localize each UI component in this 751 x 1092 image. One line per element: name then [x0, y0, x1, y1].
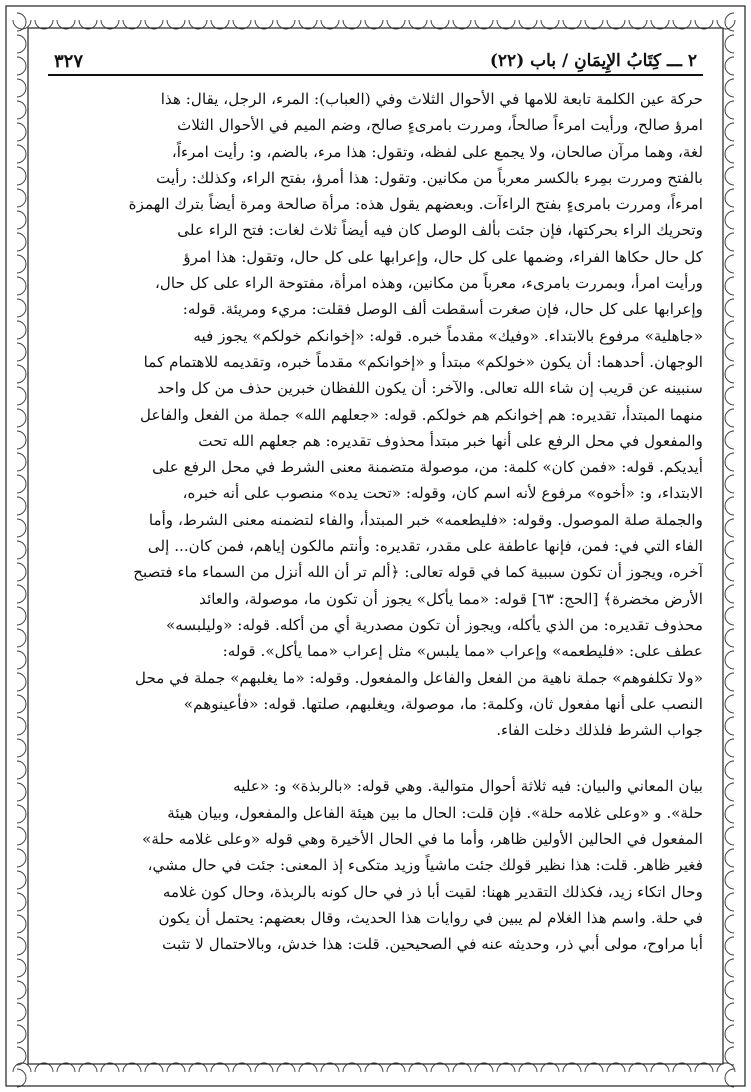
text-line: ورأيت امرأ، وبمررت بامرىء، معرباً من مكانين، وهذه امرأة، مفتوحة الراء على كل حال، [155, 274, 703, 293]
bayan-paragraph [48, 773, 703, 957]
text-line: أبا مراوح، مولى أبي ذر، وحديثه عنه في الصحيحين. قلت: هذا خدش، وبالاحتمال لا تثبت [162, 935, 703, 954]
text-line: محذوف تقديره: من الذي يأكله، ويجوز أن تكون مصدرية أي من أكله. قوله: «وليلبسه» [165, 615, 703, 634]
text-line: والمفعول في محل الرفع على أنها خبر مبتدأ محذوف تقديره: هم جعلهم الله تحت [198, 431, 703, 450]
text-line: والجملة صلة الموصول. وقوله: «فليطعمه» خبر المبتدأ، والفاء لتضمنه معنى الشرط، وأما [148, 510, 703, 529]
text-line: منهما المبتدأ، تقديره: هم إخوانكم هم خولكم. قوله: «جعلهم الله» جملة من الفعل والفاعل [139, 405, 703, 424]
text-line: سنبينه عن قريب إن شاء الله تعالى. والآخر: أن يكون اللفظان خبرين حذف من كل واحد [157, 379, 703, 398]
text-line: حلة». و «وعلى غلامه حلة». فإن قلت: الحال ما بين هيئة الفاعل والمفعول، وبيان هيئة [167, 803, 703, 822]
text-line: الابتداء، و: «أخوه» مرفوع لأنه اسم كان، وقوله: «تحت يده» منصوب على أنه خبره، [182, 484, 703, 503]
text-line: كل حال حكاها الفراء، وضمها على كل حال، وإعرابها على كل حال، وتقول: هذا امرؤ [183, 247, 703, 266]
text-line: عطف على: «فليطعمه» وإعراب «مما يلبس» مثل إعراب «مما يأكل». قوله: [222, 642, 703, 661]
text-line: حركة عين الكلمة تابعة للامها في الأحوال الثلاث وفي (العباب): المرء، الرجل، يقال: هذا [160, 90, 703, 108]
paragraph-gap [48, 743, 703, 773]
text-line: «ولا تكلفوهم» جملة ناهية من الفعل والفاعل والمفعول. وقوله: «ما يغلبهم» جملة في محل [135, 668, 703, 687]
text-line: بالفتح ومررت بمِرء بالكسر معرباً من مكانين. وتقول: هذا أمرؤ، بفتح الراء، وكذلك: رأيت [156, 168, 703, 187]
commentary-paragraph [48, 86, 703, 743]
text-line: الأرض مخضرة﴾ [الحج: ٦٣] قوله: «مما يأكل» يجوز أن تكون ما، موصولة، والعائد [199, 589, 703, 608]
commentary-text [48, 86, 703, 958]
chapter-title: ٢ ـــ كِتَابُ الإِيمَانِ / باب (٢٢) [489, 51, 697, 71]
text-line: وحال اتكاء زيد، فكذلك التقدير ههنا: لقيت أبا ذر في حال كونه بالربذة، وحال كون غلامه [162, 882, 703, 901]
text-line: فغير ظاهر. قلت: هذا نظير قولك جئت ماشياً وزيد متكىء إذ المعنى: جئت في حال مشي، [147, 856, 703, 875]
text-line: الفاء التي في: فمن، فإنها عاطفة على مقدر، تقديره: وأنتم مالكون إياهم، فمن كان... إلى [147, 537, 703, 556]
running-header [48, 48, 703, 76]
page-number: ٣٢٧ [54, 50, 84, 72]
text-line: أيديكم. قوله: «فمن كان» كلمة: من، موصولة متضمنة معنى الشرط في محل الرفع على [152, 458, 703, 477]
text-line: بيان المعاني والبيان: فيه ثلاثة أحوال متوالية. وهي قوله: «بالربذة» و: «عليه [233, 777, 703, 796]
text-line: آخره، ويجوز أن تكون سببية كما في قوله تعالى: ﴿ألم تر أن الله أنزل من السماء ماء فتصبح [133, 563, 703, 582]
text-line: امرءاً، ومررت بامرىءٍ بفتح الراءآت. وبعضهم يقول هذه: مرأة صالحة ومرة أيضاً بترك الهمزة [128, 195, 703, 214]
text-line: امرؤ صالح، ورأيت امرءاً صالحاً، ومررت بامرىءٍ صالح، وضم الميم في الأحوال الثلاث [177, 116, 703, 135]
text-line: «جاهلية» مرفوع بالابتداء. «وفيك» مقدماً خبره. قوله: «إخوانكم خولكم» يجوز فيه [193, 326, 703, 345]
text-line: لغة، وهما مرآن صالحان، ولا يجمع على لفظه، وتقول: هذا مرء، بالضم، و: رأيت امرءاً، [171, 142, 703, 161]
text-line: الوجهان. أحدهما: أن يكون «خولكم» مبتدأ و «إخوانكم» مقدماً خبره، وتقديمه للاهتمام كما [143, 352, 703, 371]
text-line: جواب الشرط فلذلك دخلت الفاء. [496, 721, 703, 740]
text-line: في حلة. واسم هذا الغلام لم يبين في روايات هذا الحديث، وقال بعضهم: يحتمل أن يكون [158, 908, 703, 927]
text-line: المفعول في الحالين الأولين ظاهر، وأما ما في الحال الأخيرة وهي قوله «وعلى غلامه حلة» [142, 830, 703, 849]
text-line: وإعرابها على كل حال، فإن صغرت أسقطت ألف الوصل فقلت: مريء ومريئة. قوله: [182, 300, 703, 319]
text-line: النصب على أنها مفعول ثان، وكلمة: ما، موصولة، ويغلبهم، صلتها. قوله: «فأعينوهم» [183, 694, 703, 713]
text-line: وتحريك الراء بحركتها، فإن جئت بألف الوصل كان فيه أيضاً ثلاث لغات: فتح الراء على [177, 221, 703, 240]
book-page [48, 48, 703, 1080]
